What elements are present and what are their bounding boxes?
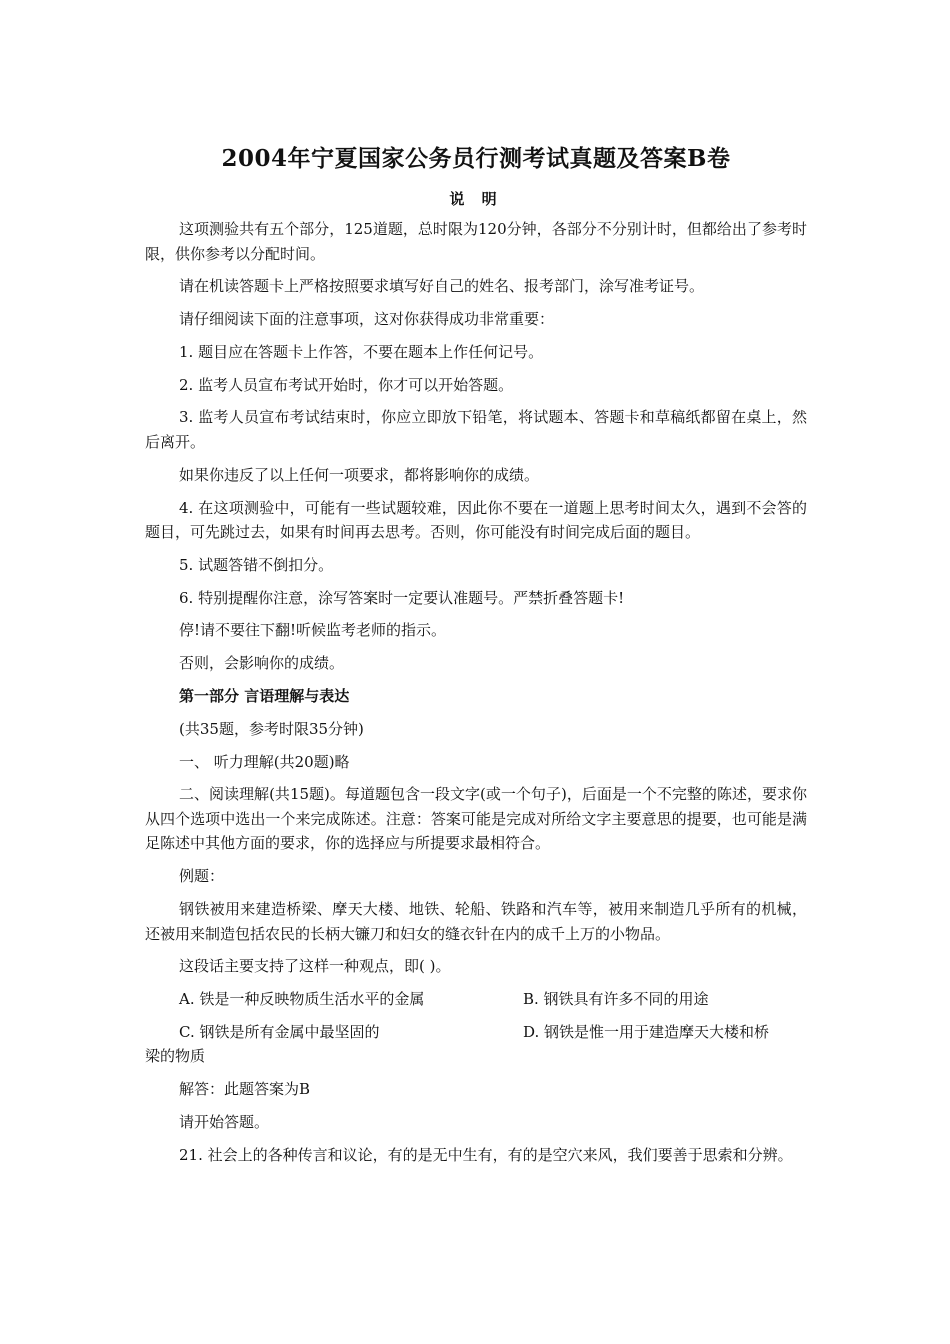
- option-a: A. 铁是一种反映物质生活水平的金属: [179, 990, 425, 1009]
- document-title: 2004年宁夏国家公务员行测考试真题及答案B卷: [221, 145, 731, 172]
- section-paragraph: 二、阅读理解(共15题)。每道题包含一段文字(或一个句子)，后面是一个不完整的陈述，要求你从四个选项中选出一个来完成陈述。注意：答案可能是完成对所给文字主要意思的提要，也可能是满足陈述中其他方面的要求，你的选择应与所提要求最相符合。: [145, 785, 807, 853]
- option-d-continuation: 梁的物质: [145, 1047, 206, 1066]
- options-row-cd: [145, 1020, 807, 1069]
- stop-notice: 停!请不要往下翻!听候监考老师的指示。: [179, 621, 447, 640]
- option-c: C. 钢铁是所有金属中最坚固的: [179, 1022, 380, 1041]
- question-21: 21. 社会上的各种传言和议论，有的是无中生有，有的是空穴来风，我们要善于思索和分辨。: [179, 1145, 793, 1164]
- document-content: [145, 143, 807, 1176]
- example-label: 例题：: [179, 867, 225, 886]
- notice-item-5: 5. 试题答错不倒扣分。: [179, 555, 334, 574]
- notice-item-4: 4. 在这项测验中，可能有一些试题较难，因此你不要在一道题上思考时间太久，遇到不会答的题目，可先跳过去，如果有时间再去思考。否则，你可能没有时间完成后面的题目。: [145, 498, 807, 542]
- intro-paragraph: 请仔细阅读下面的注意事项，这对你获得成功非常重要：: [179, 310, 555, 329]
- example-passage: 钢铁被用来建造桥梁、摩天大楼、地铁、轮船、铁路和汽车等，被用来制造几乎所有的机械，还被用来制造包括农民的长柄大镰刀和妇女的缝衣针在内的成千上万的小物品。: [145, 900, 807, 943]
- section-heading: 第一部分 言语理解与表达: [179, 687, 350, 706]
- options-row-ab: [145, 987, 807, 1012]
- notice-item-3: 3. 监考人员宣布考试结束时，你应立即放下铅笔，将试题本、答题卡和草稿纸都留在桌上，然后离开。: [145, 408, 807, 451]
- notice-item-6: 6. 特别提醒你注意，涂写答案时一定要认准题号。严禁折叠答题卡!: [179, 588, 625, 607]
- notice-item-1: 1. 题目应在答题卡上作答，不要在题本上作任何记号。: [179, 342, 544, 361]
- example-answer: 解答：此题答案为B: [179, 1080, 311, 1099]
- example-question: 这段话主要支持了这样一种观点，即( )。: [179, 957, 451, 976]
- option-b: B. 钢铁具有许多不同的用途: [523, 990, 709, 1009]
- notice-item-2: 2. 监考人员宣布考试开始时，你才可以开始答题。: [179, 375, 514, 394]
- intro-paragraph: 请在机读答题卡上严格按照要求填写好自己的姓名、报考部门，涂写准考证号。: [179, 277, 705, 296]
- option-d: D. 钢铁是惟一用于建造摩天大楼和桥: [523, 1022, 770, 1041]
- intro-paragraph: 这项测验共有五个部分，125道题，总时限为120分钟，各部分不分别计时，但都给出了参考时限，供你参考以分配时间。: [145, 220, 807, 263]
- intro-paragraph: 否则，会影响你的成绩。: [179, 654, 345, 673]
- instructions-heading: 说 明: [449, 190, 503, 208]
- section-paragraph: 一、 听力理解(共20题)略: [179, 752, 350, 771]
- intro-paragraph: 如果你违反了以上任何一项要求，都将影响你的成绩。: [179, 465, 540, 484]
- section-paragraph: (共35题，参考时限35分钟): [179, 719, 364, 738]
- start-notice: 请开始答题。: [179, 1113, 270, 1132]
